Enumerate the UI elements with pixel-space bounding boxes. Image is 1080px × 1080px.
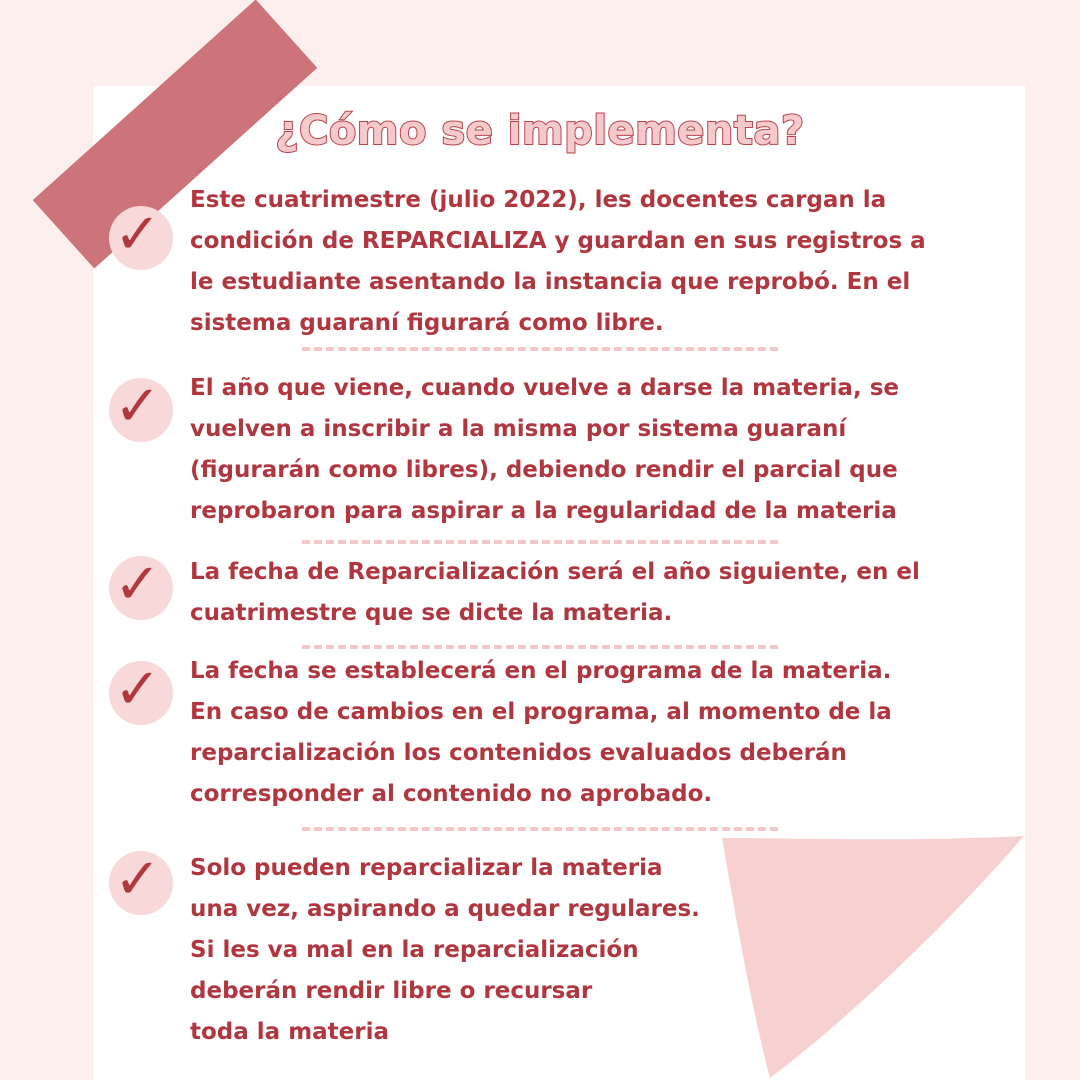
check-icon: ✓ xyxy=(114,847,161,912)
item-5-line-1: Solo pueden reparcializar la materia xyxy=(190,855,663,881)
item-4-line-1: La fecha se establecerá en el programa de la materia. xyxy=(190,658,892,684)
item-1-text xyxy=(190,180,926,344)
item-2-line-3: (figurarán como libres), debiendo rendir el parcial que xyxy=(190,457,898,483)
item-3-line-2: cuatrimestre que se dicte la materia. xyxy=(190,600,673,626)
check-icon: ✓ xyxy=(114,552,161,617)
item-3-text xyxy=(190,552,920,634)
item-5-text xyxy=(190,848,700,1053)
item-4-line-3: reparcialización los contenidos evaluados deberán xyxy=(190,740,847,766)
item-4-line-4: corresponder al contenido no aprobado. xyxy=(190,781,713,807)
dashed-divider xyxy=(302,347,778,351)
item-2-text xyxy=(190,368,899,532)
dashed-divider xyxy=(302,540,778,544)
check-icon: ✓ xyxy=(114,374,161,439)
item-2-line-4: reprobaron para aspirar a la regularidad de la materia xyxy=(190,498,897,524)
item-1-line-1: Este cuatrimestre (julio 2022), les docentes cargan la xyxy=(190,187,887,213)
item-4-line-2: En caso de cambios en el programa, al momento de la xyxy=(190,699,892,725)
item-1-line-3: le estudiante asentando la instancia que reprobó. En el xyxy=(190,269,911,295)
item-1-line-2: condición de REPARCIALIZA y guardan en sus registros a xyxy=(190,228,926,254)
dashed-divider xyxy=(302,645,778,649)
item-1-line-4: sistema guaraní figurará como libre. xyxy=(190,310,664,336)
page-title: ¿Cómo se implementa? xyxy=(275,108,805,154)
dashed-divider xyxy=(302,827,778,831)
item-5-line-4: deberán rendir libre o recursar xyxy=(190,978,593,1004)
item-5-line-3: Si les va mal en la reparcialización xyxy=(190,937,639,963)
item-5-line-5: toda la materia xyxy=(190,1019,390,1045)
item-5-line-2: una vez, aspirando a quedar regulares. xyxy=(190,896,700,922)
item-3-line-1: La fecha de Reparcialización será el año siguiente, en el xyxy=(190,559,920,585)
check-icon: ✓ xyxy=(114,657,161,722)
item-2-line-2: vuelven a inscribir a la misma por sistema guaraní xyxy=(190,416,847,442)
check-icon: ✓ xyxy=(114,202,161,267)
item-2-line-1: El año que viene, cuando vuelve a darse la materia, se xyxy=(190,375,899,401)
item-4-text xyxy=(190,651,892,815)
